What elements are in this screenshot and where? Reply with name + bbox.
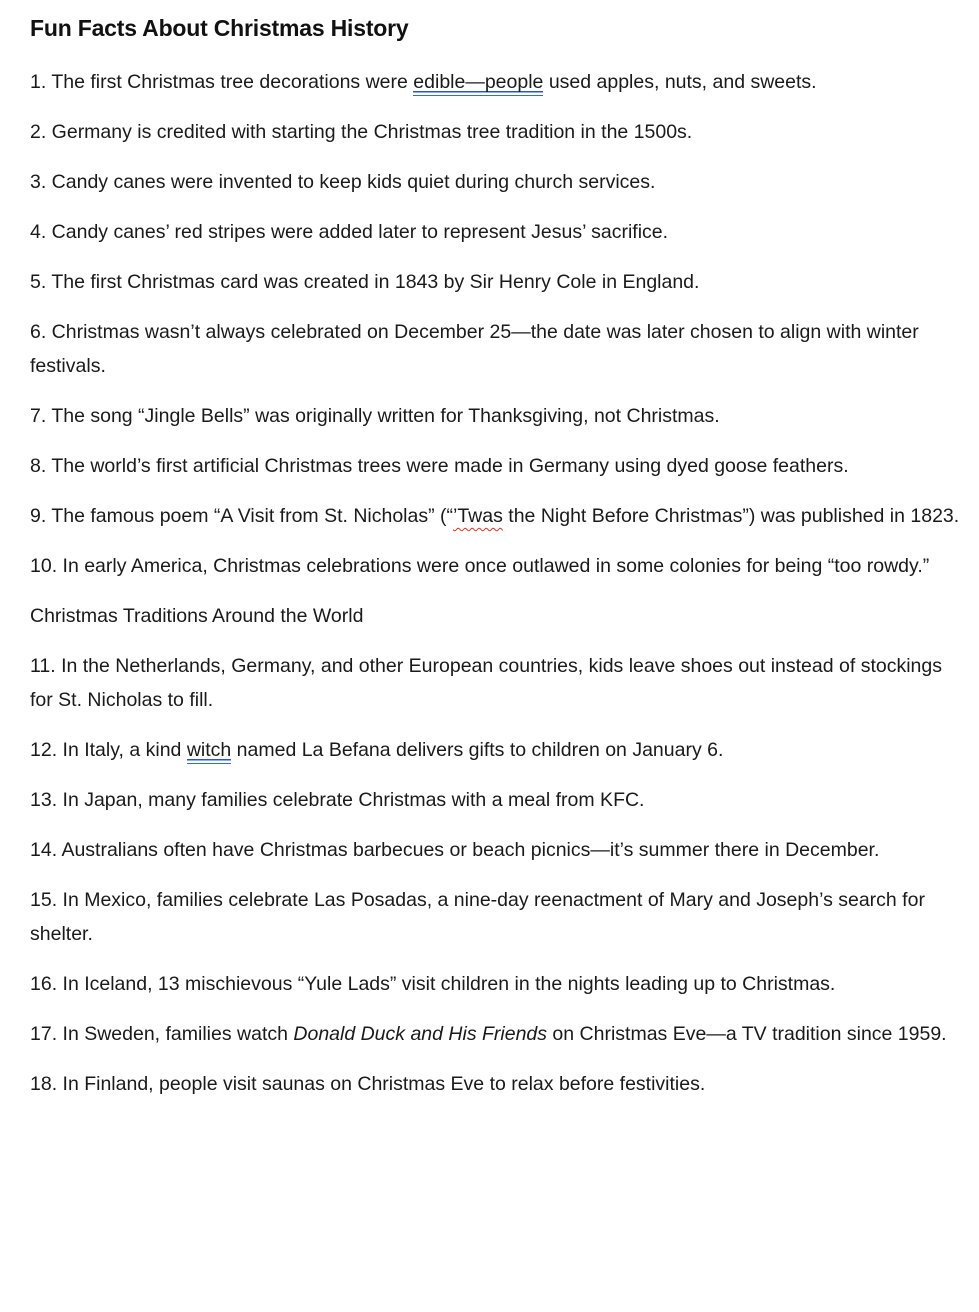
text-run: 13. In Japan, many families celebrate Christmas with a meal from KFC. <box>30 789 645 811</box>
fact-paragraph[interactable] <box>30 1067 961 1101</box>
text-run: 7. The song “Jingle Bells” was originally written for Thanksgiving, not Christmas. <box>30 405 720 427</box>
text-run: 9. The famous poem “A Visit from St. Nicholas” (“ <box>30 505 454 527</box>
spelling-flagged-text[interactable]: ’Twas <box>453 505 503 527</box>
grammar-flagged-text[interactable]: edible—people <box>413 71 543 96</box>
fact-paragraph[interactable] <box>30 215 961 249</box>
fact-paragraph[interactable] <box>30 165 961 199</box>
text-run: on Christmas Eve—a TV tradition since 1959. <box>547 1023 947 1045</box>
fact-paragraph[interactable] <box>30 499 961 533</box>
fact-paragraph[interactable] <box>30 549 961 583</box>
document-title[interactable]: Fun Facts About Christmas History <box>30 15 409 41</box>
fact-paragraph[interactable] <box>30 265 961 299</box>
fact-paragraph[interactable] <box>30 783 961 817</box>
fact-paragraph[interactable] <box>30 649 961 717</box>
text-run: 8. The world’s first artificial Christmas trees were made in Germany using dyed goose feathers. <box>30 455 849 477</box>
text-run: 1. The first Christmas tree decorations were <box>30 71 414 93</box>
fact-paragraph[interactable] <box>30 399 961 433</box>
text-run: 3. Candy canes were invented to keep kids quiet during church services. <box>30 171 656 193</box>
text-run: 15. In Mexico, families celebrate Las Posadas, a nine-day reenactment of Mary and Joseph’s search for shelter. <box>30 889 925 945</box>
text-run: 14. Australians often have Christmas barbecues or beach picnics—it’s summer there in December. <box>30 839 880 861</box>
text-run: 2. Germany is credited with starting the Christmas tree tradition in the 1500s. <box>30 121 693 143</box>
text-run: 6. Christmas wasn’t always celebrated on December 25—the date was later chosen to align with winter festivals. <box>30 321 919 377</box>
text-run: 11. In the Netherlands, Germany, and other European countries, kids leave shoes out instead of stockings for St. Nicholas to fill. <box>30 655 942 711</box>
fact-paragraph[interactable] <box>30 315 961 383</box>
text-run: 5. The first Christmas card was created in 1843 by Sir Henry Cole in England. <box>30 271 700 293</box>
fact-paragraph[interactable] <box>30 449 961 483</box>
text-run: 16. In Iceland, 13 mischievous “Yule Lads” visit children in the nights leading up to Christmas. <box>30 973 836 995</box>
section-subheading[interactable] <box>30 599 961 633</box>
text-run: 17. In Sweden, families watch <box>30 1023 294 1045</box>
document-body <box>30 65 961 1101</box>
fact-paragraph[interactable] <box>30 733 961 767</box>
text-run: 10. In early America, Christmas celebrations were once outlawed in some colonies for being “too rowdy.” <box>30 555 930 577</box>
fact-paragraph[interactable] <box>30 1017 961 1051</box>
text-run: Christmas Traditions Around the World <box>30 605 364 627</box>
fact-paragraph[interactable] <box>30 883 961 951</box>
text-run: named La Befana delivers gifts to children on January 6. <box>231 739 724 761</box>
fact-paragraph[interactable] <box>30 65 961 99</box>
italic-title-text: Donald Duck and His Friends <box>293 1023 548 1045</box>
fact-paragraph[interactable] <box>30 115 961 149</box>
text-run: used apples, nuts, and sweets. <box>543 71 817 93</box>
text-run: 12. In Italy, a kind <box>30 739 187 761</box>
fact-paragraph[interactable] <box>30 967 961 1001</box>
text-run: the Night Before Christmas”) was published in 1823. <box>502 505 960 527</box>
grammar-flagged-text[interactable]: witch <box>187 739 231 764</box>
text-run: 4. Candy canes’ red stripes were added later to represent Jesus’ sacrifice. <box>30 221 669 243</box>
text-run: 18. In Finland, people visit saunas on Christmas Eve to relax before festivities. <box>30 1073 706 1095</box>
fact-paragraph[interactable] <box>30 833 961 867</box>
